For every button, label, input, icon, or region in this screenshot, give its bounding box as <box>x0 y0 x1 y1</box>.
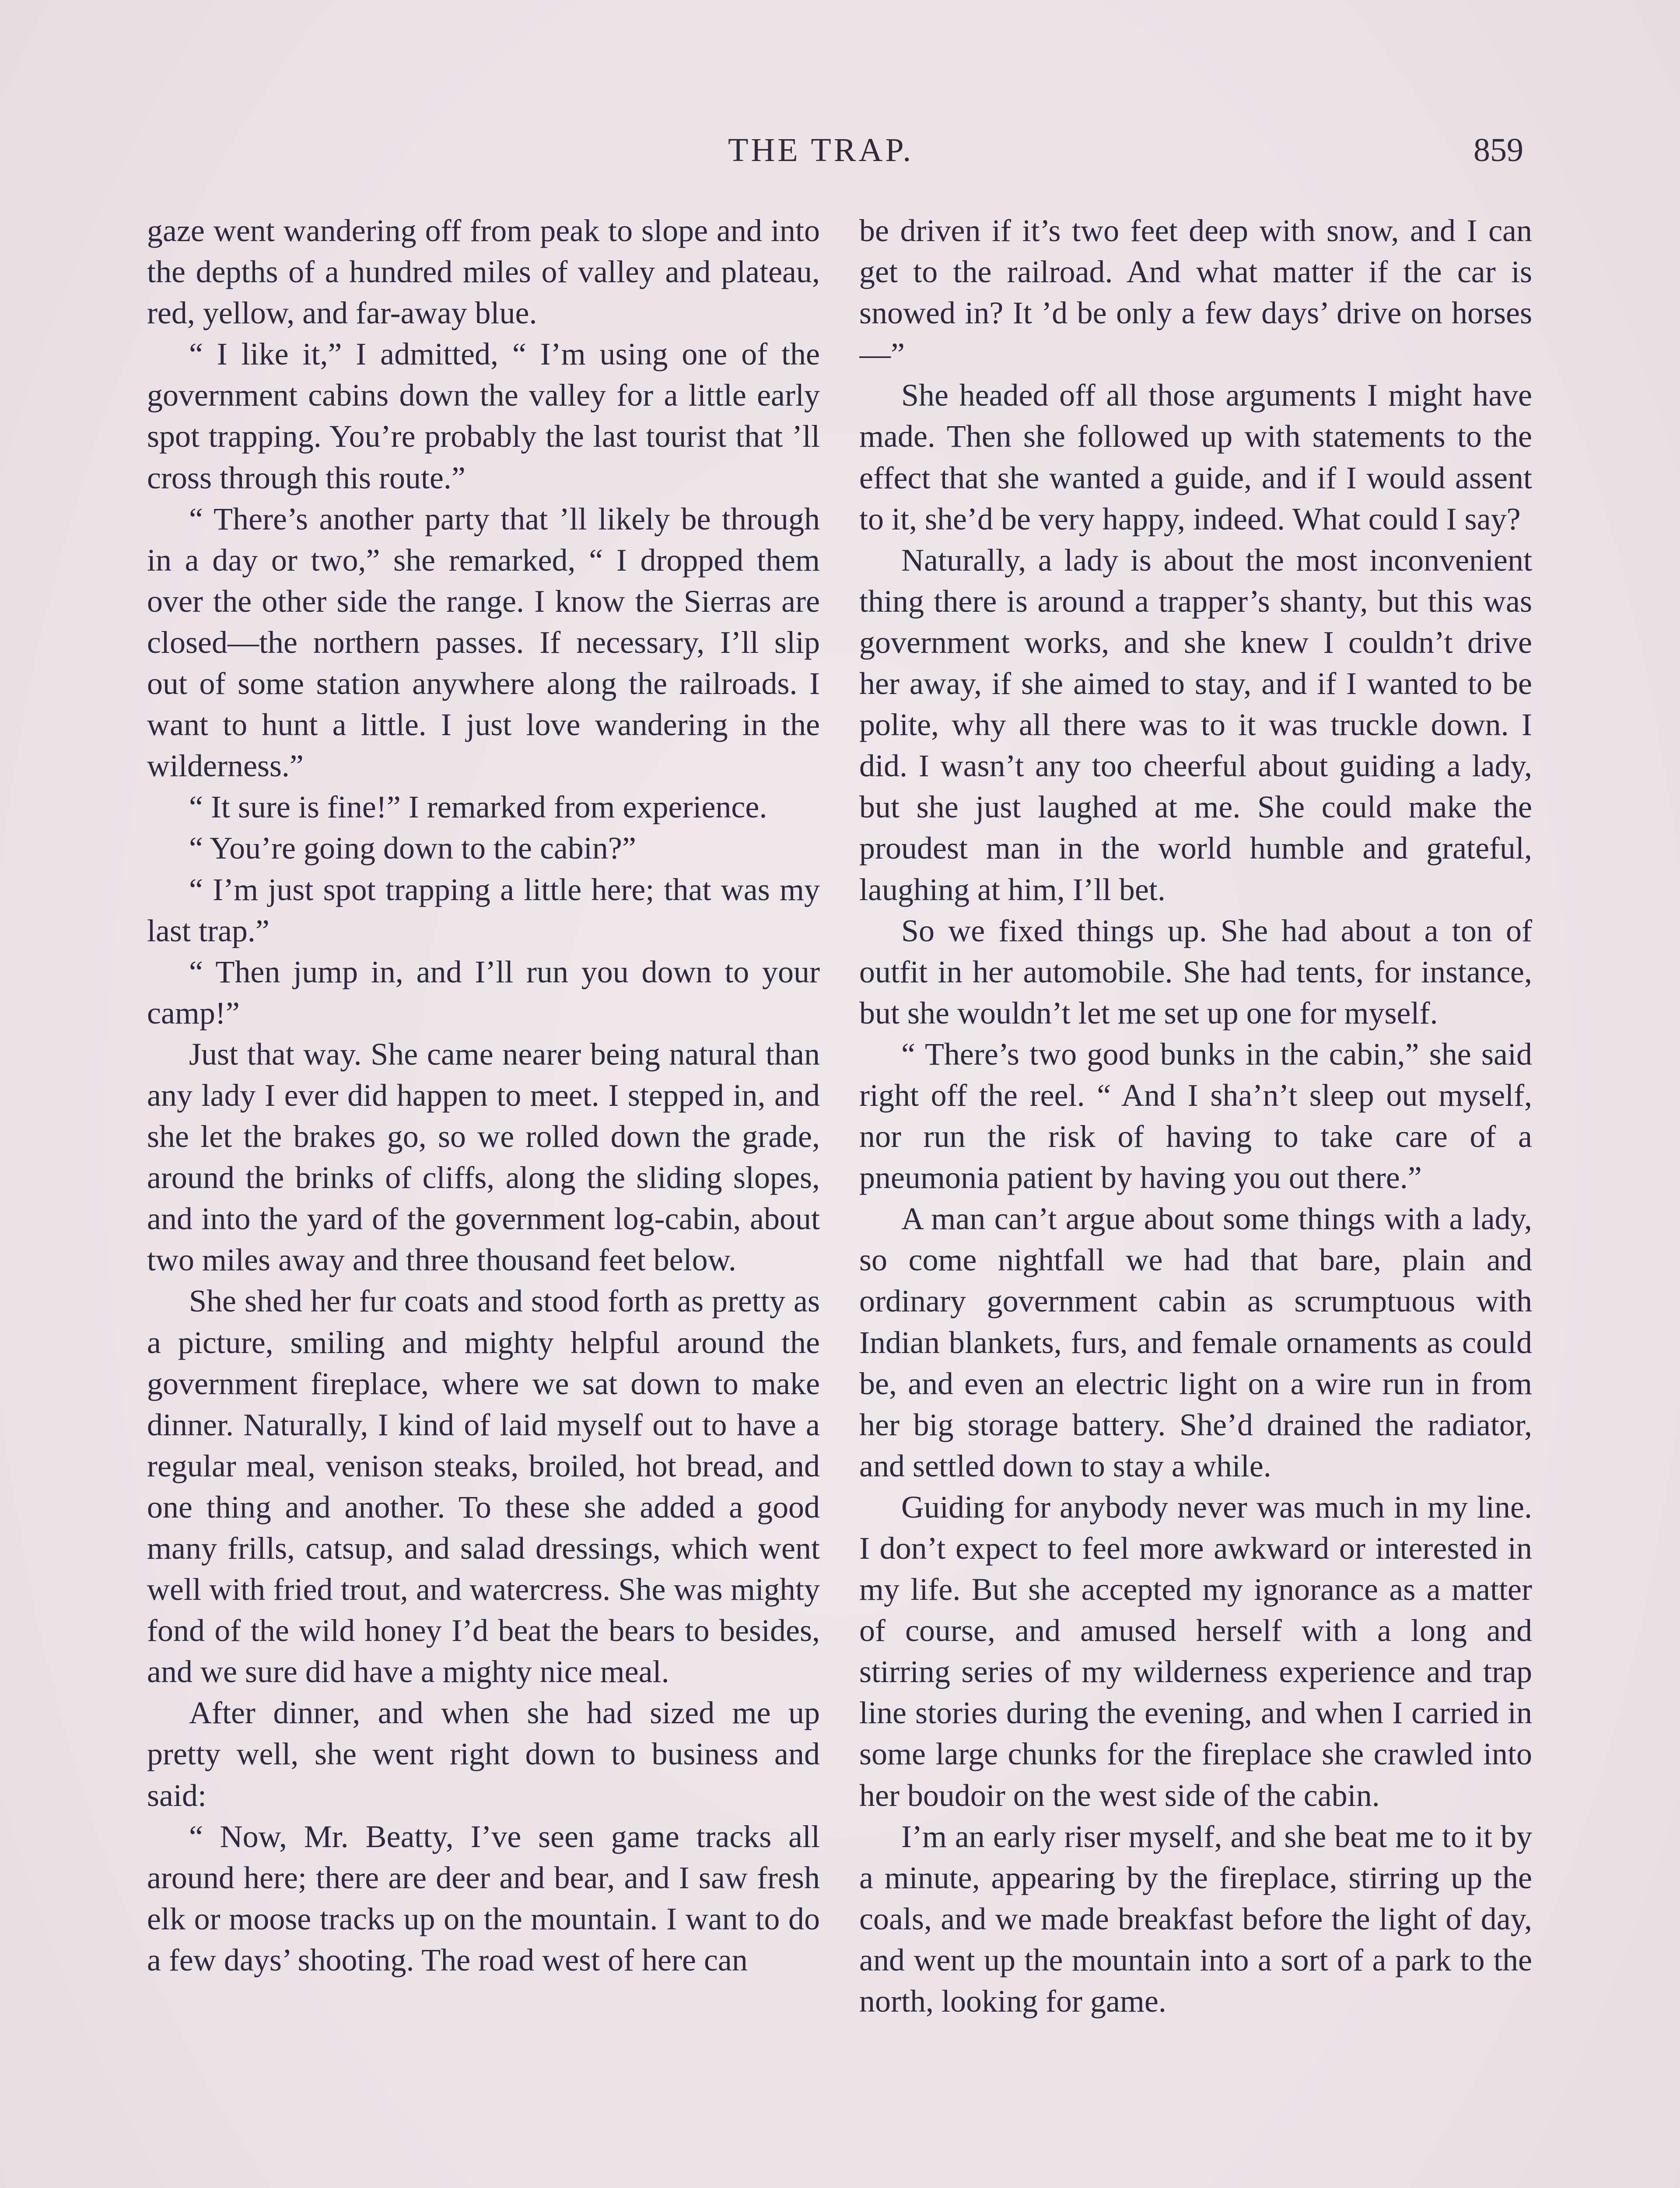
running-title: THE TRAP. <box>728 132 914 168</box>
paragraph: Just that way. She came nearer being natural than any lady I ever did happen to meet. I stepped in, and she let the brakes go, so we rolled down the grade, around the brinks of cliffs, along the sliding slopes, and into the yard of the government log-cabin, about two miles away and three thousand feet below. <box>147 1036 820 1278</box>
paragraph: “ I like it,” I admitted, “ I’m using one of the government cabins down the valley for a little early spot trapping. You’re probably the last tourist that ’ll cross through this route.” <box>147 337 820 495</box>
paragraph: Naturally, a lady is about the most inconvenient thing there is around a trapper’s shanty, but this was government works, and she knew I couldn’t drive her away, if she aimed to stay, and if I wanted to be polite, why all there was to it was truckle down. I did. I wasn’t any too cheerful about guiding a lady, but she just laughed at me. She could make the proudest man in the world humble and grateful, laughing at him, I’ll bet. <box>859 542 1532 907</box>
left-text-column <box>147 210 820 2188</box>
paragraph: gaze went wandering off from peak to slope and into the depths of a hundred miles of valley and plateau, red, yellow, and far-away blue. <box>147 213 820 331</box>
paragraph: I’m an early riser myself, and she beat me to it by a minute, appearing by the fireplace, stirring up the coals, and we made breakfast before the light of day, and went up the mountain into a sort of a park to the north, looking for game. <box>859 1819 1532 2019</box>
paragraph: After dinner, and when she had sized me up pretty well, she went right down to business and said: <box>147 1695 820 1813</box>
paragraph: A man can’t argue about some things with a lady, so come nightfall we had that bare, plain and ordinary government cabin as scrumptuous with Indian blankets, furs, and female ornaments as could be, and even an electric light on a wire run in from her big storage battery. She’d drained the radiator, and settled down to stay a while. <box>859 1201 1532 1483</box>
right-text-column <box>859 210 1532 2188</box>
paragraph: Guiding for anybody never was much in my line. I don’t expect to feel more awkward or interested in my life. But she accepted my ignorance as a matter of course, and amused herself with a long and stirring series of my wilderness experience and trap line stories during the evening, and when I carried in some large chunks for the fireplace she crawled into her boudoir on the west side of the cabin. <box>859 1489 1532 1813</box>
paragraph: “ I’m just spot trapping a little here; that was my last trap.” <box>147 872 820 948</box>
paragraph: “ Now, Mr. Beatty, I’ve seen game tracks all around here; there are deer and bear, and I saw fresh elk or moose tracks up on the mountain. I want to do a few days’ shooting. The road west of here can <box>147 1819 820 1978</box>
paragraph: “ You’re going down to the cabin?” <box>189 831 636 866</box>
paragraph: She shed her fur coats and stood forth as pretty as a picture, smiling and mighty helpful around the government fireplace, where we sat down to make dinner. Naturally, I kind of laid myself out to have a regular meal, venison steaks, broiled, hot bread, and one thing and another. To these she added a good many frills, catsup, and salad dressings, which went well with fried trout, and watercress. She was mighty fond of the wild honey I’d beat the bears to besides, and we sure did have a mighty nice meal. <box>147 1283 820 1690</box>
page-number: 859 <box>1474 132 1523 168</box>
paragraph: “ There’s another party that ’ll likely be through in a day or two,” she remarked, “ I dropped them over the other side the range. I know the Sierras are closed—the northern passes. If necessary, I’ll slip out of some station anywhere along the railroads. I want to hunt a little. I just love wandering in the wilderness.” <box>147 501 820 784</box>
page-header <box>0 131 1680 179</box>
paragraph: She headed off all those arguments I might have made. Then she followed up with statements to the effect that she wanted a guide, and if I would assent to it, she’d be very happy, indeed. What could I say? <box>859 378 1532 536</box>
paragraph: So we fixed things up. She had about a ton of outfit in her automobile. She had tents, for instance, but she wouldn’t let me set up one for myself. <box>859 913 1532 1031</box>
paragraph: be driven if it’s two feet deep with snow, and I can get to the railroad. And what matter if the car is snowed in? It ’d be only a few days’ drive on horses—” <box>859 213 1532 372</box>
paragraph: “ It sure is fine!” I remarked from experience. <box>189 789 767 825</box>
paragraph: “ There’s two good bunks in the cabin,” she said right off the reel. “ And I sha’n’t sleep out myself, nor run the risk of having to take care of a pneumonia patient by having you out there.” <box>859 1036 1532 1196</box>
paragraph: “ Then jump in, and I’ll run you down to your camp!” <box>147 954 820 1031</box>
